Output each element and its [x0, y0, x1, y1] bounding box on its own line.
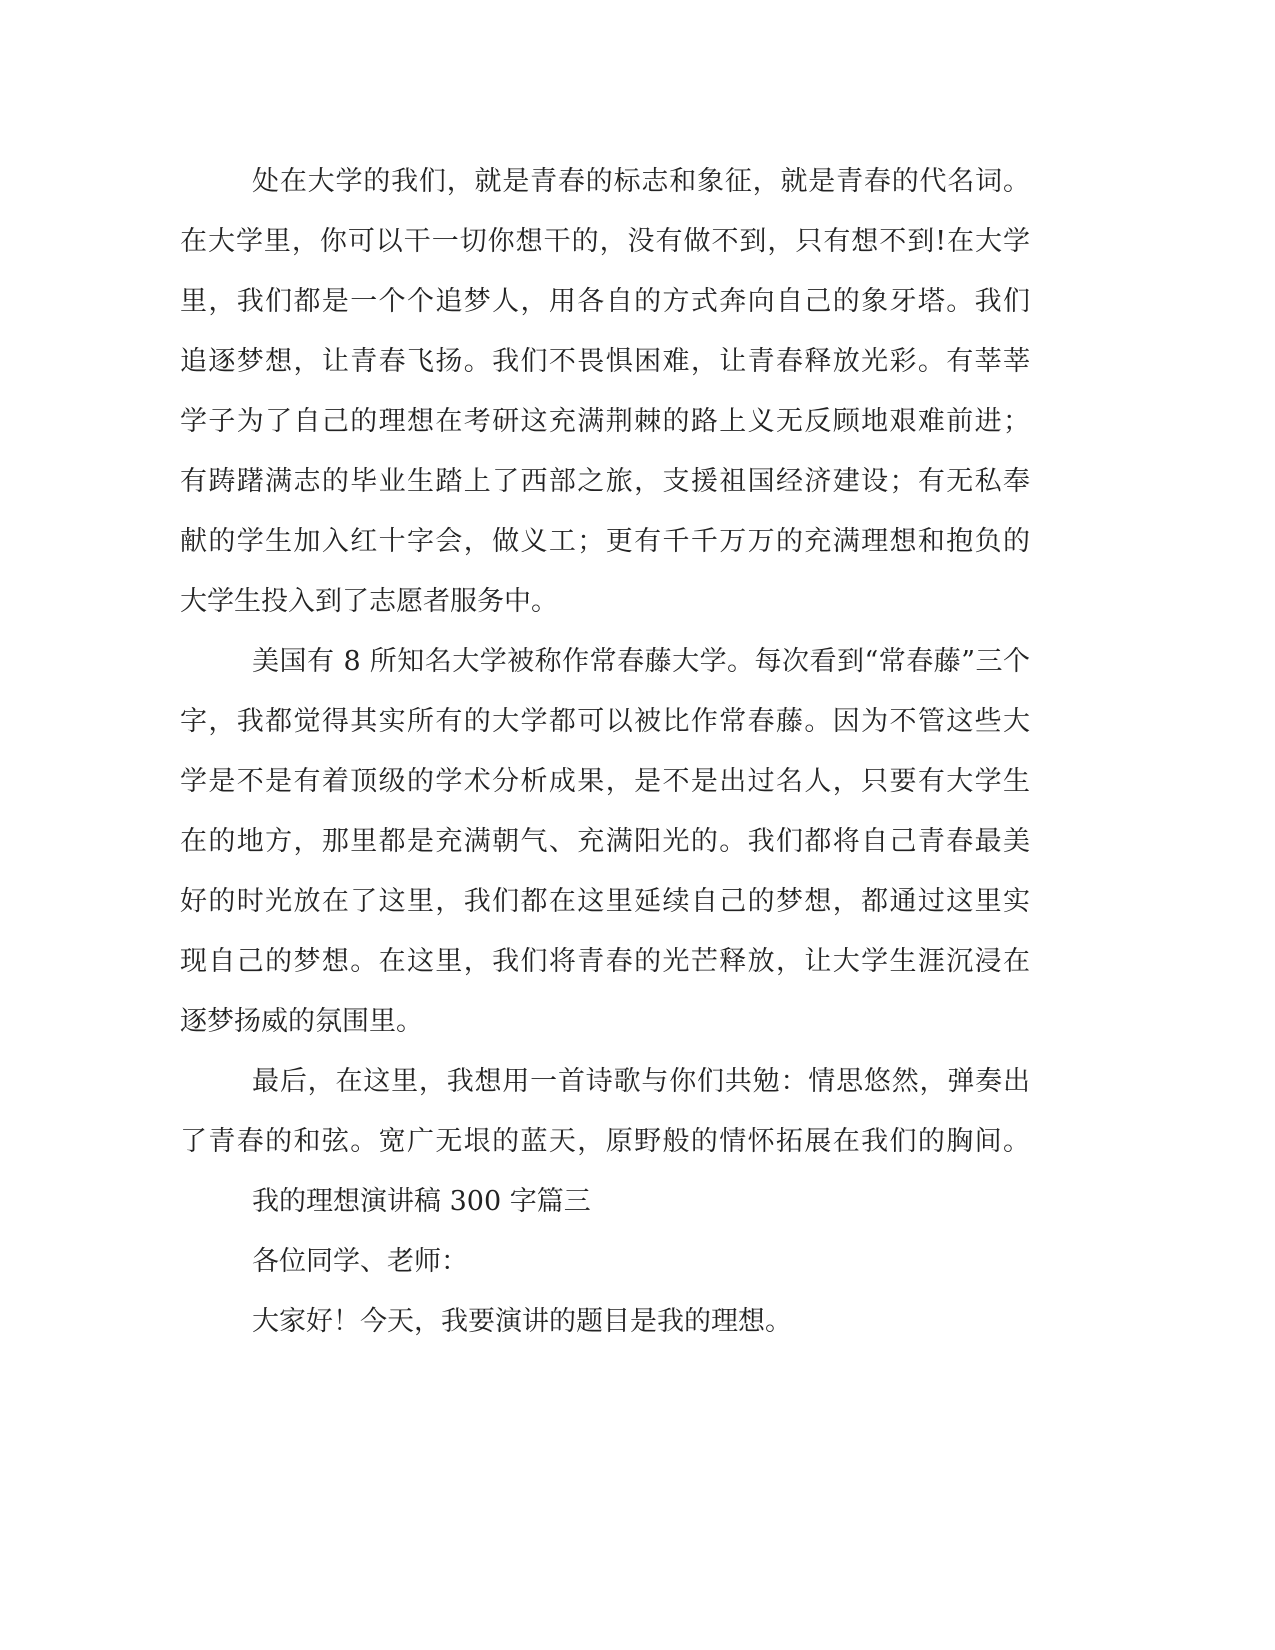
- text-line: 献的学生加入红十字会，做义工；更有千千万万的充满理想和抱负的: [180, 526, 1030, 557]
- text-line: 里，我们都是一个个追梦人，用各自的方式奔向自己的象牙塔。我们: [180, 286, 1030, 317]
- text-line: 逐梦扬威的氛围里。: [180, 1006, 423, 1037]
- opening-text: 大家好！今天，我要演讲的题目是我的理想。: [252, 1306, 792, 1337]
- text-line: 了青春的和弦。宽广无垠的蓝天，原野般的情怀拓展在我们的胸间。: [180, 1126, 1030, 1157]
- section-title-text: 我的理想演讲稿 300 字篇三: [252, 1186, 591, 1217]
- salutation-text: 各位同学、老师：: [252, 1246, 468, 1277]
- text-line: 大学生投入到了志愿者服务中。: [180, 586, 558, 617]
- text-line: 学是不是有着顶级的学术分析成果，是不是出过名人，只要有大学生: [180, 766, 1030, 797]
- text-line: 在大学里，你可以干一切你想干的，没有做不到，只有想不到!在大学: [180, 226, 1030, 257]
- text-line: 学子为了自己的理想在考研这充满荆棘的路上义无反顾地艰难前进；: [180, 406, 1030, 437]
- opening-line: [180, 1292, 1030, 1352]
- text-line: 处在大学的我们，就是青春的标志和象征，就是青春的代名词。: [252, 166, 1030, 197]
- paragraph-3: [180, 1052, 1030, 1172]
- text-line: 最后，在这里，我想用一首诗歌与你们共勉：情思悠然，弹奏出: [252, 1066, 1030, 1097]
- text-line: 追逐梦想，让青春飞扬。我们不畏惧困难，让青春释放光彩。有莘莘: [180, 346, 1030, 377]
- salutation: [180, 1232, 1030, 1292]
- paragraph-1: [180, 152, 1030, 632]
- text-line: 美国有 8 所知名大学被称作常春藤大学。每次看到“常春藤”三个: [252, 646, 1030, 677]
- paragraph-2: [180, 632, 1030, 1052]
- document-body: [180, 152, 1030, 1352]
- section-title: [180, 1172, 1030, 1232]
- text-line: 好的时光放在了这里，我们都在这里延续自己的梦想，都通过这里实: [180, 886, 1030, 917]
- text-line: 有踌躇满志的毕业生踏上了西部之旅，支援祖国经济建设；有无私奉: [180, 466, 1030, 497]
- text-line: 现自己的梦想。在这里，我们将青春的光芒释放，让大学生涯沉浸在: [180, 946, 1030, 977]
- text-line: 字，我都觉得其实所有的大学都可以被比作常春藤。因为不管这些大: [180, 706, 1030, 737]
- text-line: 在的地方，那里都是充满朝气、充满阳光的。我们都将自己青春最美: [180, 826, 1030, 857]
